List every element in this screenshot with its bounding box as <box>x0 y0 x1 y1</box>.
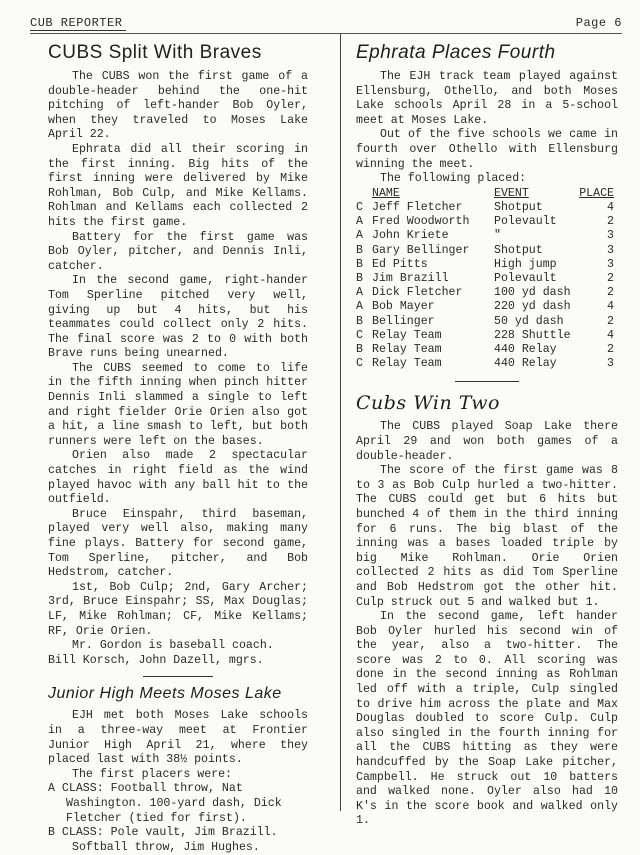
article-paragraph: Bruce Einspahr, third baseman, played very well also, making many fine plays. Battery for second game, Tom Sperline, pitcher, and Bob Hedstrom, catcher. <box>48 507 308 580</box>
page-number: Page 6 <box>575 16 622 30</box>
row-class: A <box>356 229 363 243</box>
row-class: B <box>356 271 363 285</box>
row-place: 3 <box>607 243 614 257</box>
row-event: 440 Relay <box>494 357 557 371</box>
col-header-event: EVENT <box>494 186 529 200</box>
row-place: 2 <box>607 314 614 328</box>
softball-result: Softball throw, Jim Hughes. <box>72 840 260 854</box>
row-place: 3 <box>607 357 614 371</box>
row-event: " <box>494 229 501 243</box>
headline-junior-high: Junior High Meets Moses Lake <box>48 685 282 703</box>
left-column <box>48 40 308 855</box>
article-paragraph: In the second game, left hander Bob Oyler hurled his second win of the year, also a two-hitter. The score was 2 to 0. All scoring was done in the second inning as Rohlman led off with a triple, Culp singled to drive him across the plate and Max Douglas doubled to score Culp. Culp also singled in the fourth inning for all the CUBS hitting as they were handcuffed by the Soap Lake pitcher, Campbell. He struck out 10 batters and walked none. Oyler also had 10 K's in the score book and walked only 1. <box>356 610 618 828</box>
row-name: Jim Brazill <box>372 271 449 285</box>
table-row <box>356 244 614 258</box>
row-event: 50 yd dash <box>494 314 564 328</box>
coach-line: Mr. Gordon is baseball coach. <box>72 639 274 653</box>
lineup-paragraph: 1st, Bob Culp; 2nd, Gary Archer; 3rd, Bruce Einspahr; SS, Max Douglas; LF, Mike Rohlman; CF, Mike Kellams; RF, Orie Orien. <box>48 580 308 638</box>
row-name: Relay Team <box>372 357 442 371</box>
article-paragraph: Battery for the first game was Bob Oyler, pitcher, and Dennis Inli, catcher. <box>48 230 308 273</box>
page-header <box>30 16 622 34</box>
table-row <box>356 357 614 371</box>
row-event: 440 Relay <box>494 342 557 356</box>
article-paragraph: Orien also made 2 spectacular catches in right field as the wind played havoc with any ball hit to the outfield. <box>48 449 308 507</box>
row-event: Shotput <box>494 243 543 257</box>
row-place: 4 <box>607 328 614 342</box>
row-place: 2 <box>607 342 614 356</box>
row-class: B <box>356 314 363 328</box>
row-name: Fred Woodworth <box>372 215 470 229</box>
table-row <box>356 315 614 329</box>
row-class: A <box>356 286 363 300</box>
row-event: Polevault <box>494 215 557 229</box>
row-class: B <box>356 342 363 356</box>
row-place: 2 <box>607 286 614 300</box>
article-paragraph: The CUBS won the first game of a double-header behind the one-hit pitching of left-hander Bob Oyler, when they traveled to Moses Lake April 22. <box>48 70 308 142</box>
row-name: Ed Pitts <box>372 257 428 271</box>
col-header-name: NAME <box>372 186 400 200</box>
headline-cubs-win-two: Cubs Win Two <box>356 392 500 415</box>
table-row <box>356 201 614 215</box>
section-rule <box>455 381 519 382</box>
row-event: 228 Shuttle <box>494 328 571 342</box>
article-paragraph: The EJH track team played against Ellensburg, Othello, and both Moses Lake schools April 28 in a 5-school meet at Moses Lake. <box>356 70 618 127</box>
row-name: Relay Team <box>372 342 442 356</box>
row-event: Polevault <box>494 271 557 285</box>
row-name: John Kriete <box>372 229 449 243</box>
table-row <box>356 286 614 300</box>
header-rule <box>30 33 622 34</box>
row-name: Bob Mayer <box>372 300 435 314</box>
row-place: 4 <box>607 300 614 314</box>
table-row <box>356 258 614 272</box>
table-row <box>356 272 614 286</box>
table-row <box>356 229 614 243</box>
section-rule <box>143 676 213 677</box>
row-place: 2 <box>607 271 614 285</box>
headline-ephrata-fourth: Ephrata Places Fourth <box>356 42 556 63</box>
table-header-row <box>356 187 614 201</box>
table-row <box>356 343 614 357</box>
row-name: Dick Fletcher <box>372 286 463 300</box>
row-event: High jump <box>494 257 557 271</box>
row-class: B <box>356 257 363 271</box>
table-row <box>356 300 614 314</box>
right-column <box>356 40 618 829</box>
article-paragraph: EJH met both Moses Lake schools in a three-way meet at Frontier Junior High April 21, where they placed last with 38½ points. <box>48 709 308 767</box>
row-place: 2 <box>607 215 614 229</box>
row-place: 3 <box>607 257 614 271</box>
row-event: 100 yd dash <box>494 286 571 300</box>
article-paragraph: The first placers were: <box>72 767 233 781</box>
managers-line: Bill Korsch, John Dazell, mgrs. <box>48 653 264 667</box>
article-paragraph: Ephrata did all their scoring in the first inning. Big hits of the first inning were delivered by Mike Rohlman, Bob Culp, and Mike Kellams. Rohlman and Kellams each collected 2 hits the first game. <box>48 142 308 229</box>
column-divider <box>340 33 341 811</box>
row-event: Shotput <box>494 200 543 214</box>
article-paragraph: The CUBS seemed to come to life in the fifth inning when pinch hitter Dennis Inli slammed a single to left and right fielder Orie Orien also got a hit, a line smash to left, but both runners were left on the bases. <box>48 361 308 448</box>
row-class: C <box>356 357 363 371</box>
newsletter-name: CUB REPORTER <box>30 16 126 31</box>
b-class-results: B CLASS: Pole vault, Jim Brazill. <box>48 826 278 840</box>
headline-cubs-split: CUBS Split With Braves <box>48 42 262 63</box>
row-class: B <box>356 243 363 257</box>
row-place: 4 <box>607 200 614 214</box>
row-name: Gary Bellinger <box>372 243 470 257</box>
article-paragraph: The CUBS played Soap Lake there April 29 and won both games of a double-header. <box>356 420 618 463</box>
row-class: C <box>356 200 363 214</box>
article-paragraph: The following placed: <box>380 172 527 186</box>
table-row <box>356 329 614 343</box>
row-place: 3 <box>607 229 614 243</box>
row-class: A <box>356 300 363 314</box>
row-class: C <box>356 328 363 342</box>
row-name: Bellinger <box>372 314 435 328</box>
article-paragraph: The score of the first game was 8 to 3 as Bob Culp hurled a two-hitter. The CUBS could get but 6 hits but bunched 4 of them in the third inning for 6 runs. The big blast of the inning was a bases loaded triple by big Mike Rohlman. Orie Orien collected 2 hits as did Tom Sperline and Bob Hedstrom got the other hit. Culp struck out 5 and walked but 1. <box>356 464 618 609</box>
article-paragraph: Out of the five schools we came in fourth over Othello with Ellensburg winning the meet. <box>356 128 618 171</box>
article-paragraph: In the second game, right-hander Tom Sperline pitched very well, giving up but 4 hits, but his teammates could collect only 2 hits. The final score was 2 to 0 with both Brave runs being unearned. <box>48 274 308 361</box>
row-name: Relay Team <box>372 328 442 342</box>
a-class-results: A CLASS: Football throw, Nat Washington. 100-yard dash, Dick Fletcher (tied for first). <box>48 782 282 825</box>
row-name: Jeff Fletcher <box>372 200 463 214</box>
table-row <box>356 215 614 229</box>
col-header-place: PLACE <box>579 186 614 200</box>
placers-table <box>356 187 614 372</box>
row-class: A <box>356 215 363 229</box>
row-event: 220 yd dash <box>494 300 571 314</box>
